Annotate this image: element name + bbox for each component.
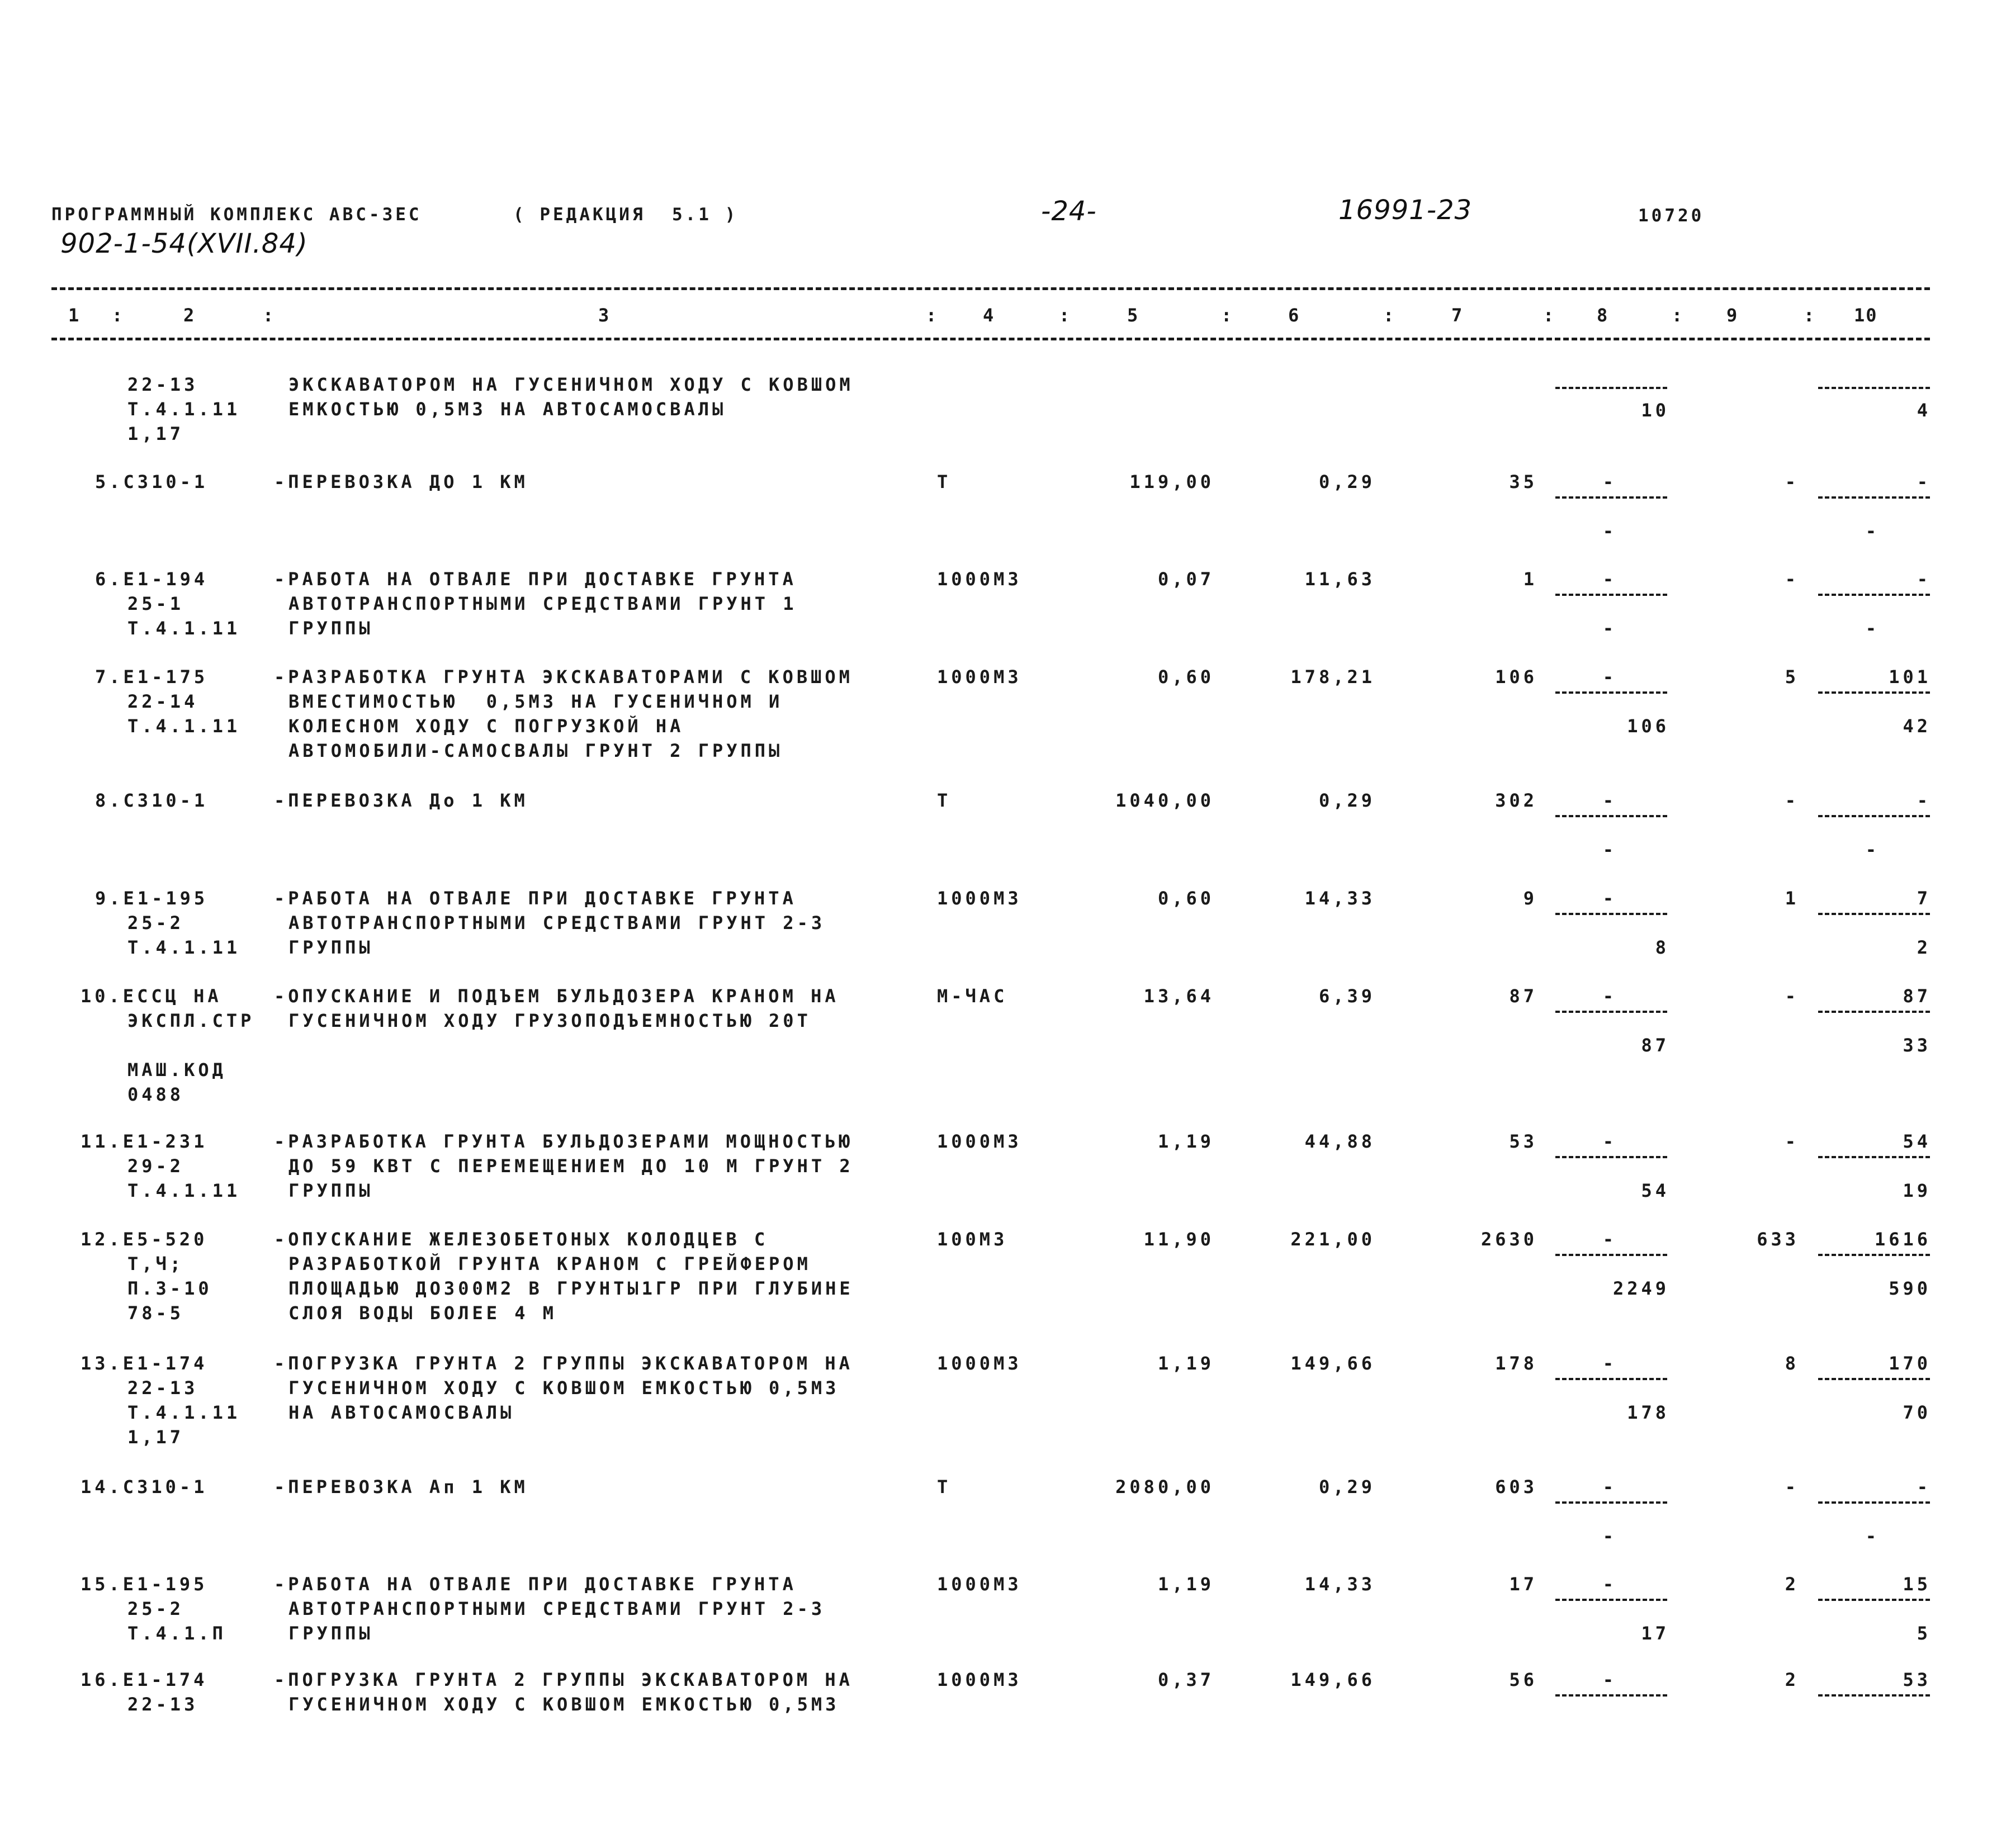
document-number: 16991-23 xyxy=(1338,195,1473,226)
row-c8-top: - xyxy=(1602,1476,1617,1498)
row-c10-bottom: - xyxy=(1865,618,1880,639)
col-sep: : xyxy=(1059,305,1071,326)
row-code: 12.Е5-520 xyxy=(81,1229,208,1250)
row-unit: 1000МЗ xyxy=(937,888,1022,909)
col-sep: : xyxy=(112,305,124,326)
row-code: 13.Е1-174 xyxy=(81,1353,208,1374)
row-code: 14.С310-1 xyxy=(81,1476,208,1498)
row-description: -ПЕРЕВОЗКА Ап 1 КМ xyxy=(274,1476,528,1498)
row-code: 10.ЕССЦ НА xyxy=(81,985,222,1007)
row-code: ЭКСПЛ.СТР xyxy=(127,1010,255,1031)
row-code: П.3-10 xyxy=(127,1278,212,1299)
row-c9: 1 xyxy=(1785,888,1799,909)
row-quantity: 1,19 xyxy=(1157,1131,1214,1152)
row-c10-divider xyxy=(1818,1156,1930,1158)
row-c8-bottom: 106 xyxy=(1627,715,1669,737)
row-c8-top: - xyxy=(1602,1353,1617,1374)
row-code: Т.4.1.11 xyxy=(127,1402,241,1423)
row-c9: 5 xyxy=(1785,666,1799,688)
row-quantity: 2080,00 xyxy=(1115,1476,1214,1498)
continuation-code: 1,17 xyxy=(127,423,184,444)
row-total: 603 xyxy=(1495,1476,1537,1498)
row-description: РАЗРАБОТКОЙ ГРУНТА КРАНОМ С ГРЕЙФЕРОМ xyxy=(288,1253,811,1274)
row-c10-bottom: 5 xyxy=(1917,1623,1931,1644)
row-c8-divider xyxy=(1555,815,1667,817)
row-code: 5.С310-1 xyxy=(95,471,209,492)
row-c9: 2 xyxy=(1785,1574,1799,1595)
row-c8-divider xyxy=(1555,496,1667,499)
row-description: -ПОГРУЗКА ГРУНТА 2 ГРУППЫ ЭКСКАВАТОРОМ НА xyxy=(274,1353,853,1374)
row-c8-divider xyxy=(1555,691,1667,694)
row-c10-divider xyxy=(1818,1254,1930,1256)
row-c10-bottom: 70 xyxy=(1903,1402,1931,1423)
row-c10-bottom: 19 xyxy=(1903,1180,1931,1201)
row-code: 78-5 xyxy=(127,1302,184,1324)
continuation-code: Т.4.1.11 xyxy=(127,399,241,420)
col-7: 7 xyxy=(1451,305,1464,326)
col-1: 1 xyxy=(68,305,81,326)
row-total: 2630 xyxy=(1480,1229,1537,1250)
row-c8-divider xyxy=(1555,1254,1667,1256)
row-description: -ПЕРЕВОЗКА До 1 КМ xyxy=(274,790,528,811)
row-description: НА АВТОСАМОСВАЛЫ xyxy=(288,1402,515,1423)
row-description: АВТОТРАНСПОРТНЫМИ СРЕДСТВАМИ ГРУНТ 2-3 xyxy=(288,912,826,934)
row-description: -РАБОТА НА ОТВАЛЕ ПРИ ДОСТАВКЕ ГРУНТА xyxy=(274,1574,797,1595)
row-description: ГУСЕНИЧНОМ ХОДУ С КОВШОМ ЕМКОСТЬЮ 0,5МЗ xyxy=(288,1377,840,1399)
row-code: 6.Е1-194 xyxy=(95,568,209,590)
row-code: Т,Ч; xyxy=(127,1253,184,1274)
table-top-rule xyxy=(51,287,1930,290)
row-c10-top: - xyxy=(1917,568,1931,590)
row-c8-top: - xyxy=(1602,568,1617,590)
row-c9: 633 xyxy=(1757,1229,1799,1250)
row-c10-divider xyxy=(1818,1011,1930,1013)
row-c10-divider xyxy=(1818,815,1930,817)
row-quantity: 11,90 xyxy=(1143,1229,1214,1250)
row-code: 11.Е1-231 xyxy=(81,1131,208,1152)
row-unit: Т xyxy=(937,790,952,811)
row-unit-price: 149,66 xyxy=(1290,1669,1375,1690)
table-header-rule xyxy=(51,338,1930,340)
row-c8-top: - xyxy=(1602,888,1617,909)
row-description: СЛОЯ ВОДЫ БОЛЕЕ 4 М xyxy=(288,1302,557,1324)
row-c10-top: - xyxy=(1917,471,1931,492)
col-sep: : xyxy=(1672,305,1684,326)
row-c10-top: 170 xyxy=(1889,1353,1931,1374)
row-c8-divider xyxy=(1555,1694,1667,1697)
row-c8-top: - xyxy=(1602,1574,1617,1595)
col-sep: : xyxy=(263,305,275,326)
row-total: 302 xyxy=(1495,790,1537,811)
row-description: ДО 59 КВТ С ПЕРЕМЕЩЕНИЕМ ДО 10 М ГРУНТ 2 xyxy=(288,1155,854,1177)
row-c9: - xyxy=(1785,1131,1799,1152)
row-unit-price: 0,29 xyxy=(1318,471,1375,492)
row-c10-bottom: 33 xyxy=(1903,1035,1931,1056)
row-c8-top: - xyxy=(1602,1131,1617,1152)
row-c10-top: - xyxy=(1917,790,1931,811)
edition-label: ( РЕДАКЦИЯ 5.1 ) xyxy=(513,205,739,225)
row-description: -РАБОТА НА ОТВАЛЕ ПРИ ДОСТАВКЕ ГРУНТА xyxy=(274,568,797,590)
row-c10-divider xyxy=(1818,594,1930,596)
row-c8-divider xyxy=(1555,1501,1667,1504)
row-code: 7.Е1-175 xyxy=(95,666,209,688)
row-c10-top: - xyxy=(1917,1476,1931,1498)
row-c8-bottom: 2249 xyxy=(1612,1278,1669,1299)
row-code: Т.4.1.11 xyxy=(127,1180,241,1201)
row-c8-top: - xyxy=(1602,471,1617,492)
row-c10-divider xyxy=(1818,913,1930,915)
col-10: 10 xyxy=(1854,305,1878,326)
row-total: 17 xyxy=(1509,1574,1537,1595)
row-c8-bottom: - xyxy=(1602,618,1617,639)
row-total: 9 xyxy=(1523,888,1537,909)
row-c8-bottom: 178 xyxy=(1627,1402,1669,1423)
row-unit-price: 11,63 xyxy=(1304,568,1375,590)
row-quantity: 0,37 xyxy=(1157,1669,1214,1690)
row-c10-divider xyxy=(1818,1694,1930,1697)
row-c10-divider xyxy=(1818,691,1930,694)
row-description: ГРУППЫ xyxy=(288,1623,373,1644)
row-c9: - xyxy=(1785,985,1799,1007)
row-description: -РАЗРАБОТКА ГРУНТА ЭКСКАВАТОРАМИ С КОВШОМ xyxy=(274,666,853,688)
row-description: -РАЗРАБОТКА ГРУНТА БУЛЬДОЗЕРАМИ МОЩНОСТЬЮ xyxy=(274,1131,853,1152)
row-c8-bottom: - xyxy=(1602,839,1617,860)
row-total: 53 xyxy=(1509,1131,1537,1152)
row-unit: 1000МЗ xyxy=(937,1353,1022,1374)
row-quantity: 1040,00 xyxy=(1115,790,1214,811)
row-code: 25-2 xyxy=(127,912,184,934)
row-unit-price: 0,29 xyxy=(1318,790,1375,811)
row-quantity: 1,19 xyxy=(1157,1574,1214,1595)
row-c8-top: - xyxy=(1602,985,1617,1007)
row-c8-bottom: 87 xyxy=(1641,1035,1669,1056)
row-c10-divider xyxy=(1818,1599,1930,1601)
row-c10-top: 1616 xyxy=(1874,1229,1931,1250)
document-code: 10720 xyxy=(1638,206,1705,226)
row-description: АВТОТРАНСПОРТНЫМИ СРЕДСТВАМИ ГРУНТ 2-3 xyxy=(288,1598,826,1619)
row-code: 22-13 xyxy=(127,1377,198,1399)
continuation-desc: ЭКСКАВАТОРОМ НА ГУСЕНИЧНОМ ХОДУ С КОВШОМ xyxy=(288,374,854,395)
row-c10-bottom: - xyxy=(1865,520,1880,542)
row-total: 87 xyxy=(1509,985,1537,1007)
row-c8-bottom: 8 xyxy=(1655,937,1669,958)
row-total: 178 xyxy=(1495,1353,1537,1374)
col-2: 2 xyxy=(183,305,196,326)
row-description: ВМЕСТИМОСТЬЮ 0,5МЗ НА ГУСЕНИЧНОМ И xyxy=(288,691,783,712)
row-c9: - xyxy=(1785,568,1799,590)
row-code: Т.4.1.11 xyxy=(127,618,241,639)
row-c9: 8 xyxy=(1785,1353,1799,1374)
row-description: ГРУППЫ xyxy=(288,1180,373,1201)
row-c8-divider xyxy=(1555,594,1667,596)
col-sep: : xyxy=(1804,305,1816,326)
row-description: -ПОГРУЗКА ГРУНТА 2 ГРУППЫ ЭКСКАВАТОРОМ НА xyxy=(274,1669,853,1690)
col-sep: : xyxy=(1383,305,1395,326)
row-code: 25-2 xyxy=(127,1598,184,1619)
row-unit: М-ЧАС xyxy=(937,985,1008,1007)
row-code: МАШ.КОД xyxy=(127,1059,226,1081)
row-unit: 1000МЗ xyxy=(937,1131,1022,1152)
row-unit: Т xyxy=(937,1476,952,1498)
row-c8-bottom: - xyxy=(1602,1525,1617,1547)
row-code: 0488 xyxy=(127,1084,184,1105)
row-c10-top: 54 xyxy=(1903,1131,1931,1152)
row-total: 56 xyxy=(1509,1669,1537,1690)
row-description: ГРУППЫ xyxy=(288,937,373,958)
col-4: 4 xyxy=(983,305,995,326)
row-quantity: 0,60 xyxy=(1157,888,1214,909)
row-c8-top: - xyxy=(1602,1669,1617,1690)
row-c10-bottom: 590 xyxy=(1889,1278,1931,1299)
c8-bottom: 10 xyxy=(1641,400,1669,421)
page-number: -24- xyxy=(1041,196,1097,227)
row-description: ПЛОЩАДЬЮ ДО300М2 В ГРУНТЫ1ГР ПРИ ГЛУБИНЕ xyxy=(288,1278,854,1299)
row-description: -ОПУСКАНИЕ И ПОДЪЕМ БУЛЬДОЗЕРА КРАНОМ НА xyxy=(274,985,839,1007)
continuation-code: 22-13 xyxy=(127,374,198,395)
col-sep: : xyxy=(1221,305,1233,326)
row-c10-bottom: - xyxy=(1865,1525,1880,1547)
row-c10-top: 53 xyxy=(1903,1669,1931,1690)
row-c10-top: 101 xyxy=(1889,666,1931,688)
row-unit-price: 0,29 xyxy=(1318,1476,1375,1498)
row-c9: - xyxy=(1785,471,1799,492)
row-code: Т.4.1.11 xyxy=(127,937,241,958)
row-c8-bottom: 17 xyxy=(1641,1623,1669,1644)
col-5: 5 xyxy=(1127,305,1139,326)
row-c9: - xyxy=(1785,790,1799,811)
continuation-desc: ЕМКОСТЬЮ 0,5МЗ НА АВТОСАМОСВАЛЫ xyxy=(288,399,727,420)
row-c8-divider xyxy=(1555,913,1667,915)
row-c8-divider xyxy=(1555,1599,1667,1601)
row-c10-bottom: - xyxy=(1865,839,1880,860)
program-title: ПРОГРАММНЫЙ КОМПЛЕКС АВС-ЗЕС xyxy=(51,205,422,225)
row-c10-top: 15 xyxy=(1903,1574,1931,1595)
row-c10-bottom: 2 xyxy=(1917,937,1931,958)
row-c10-bottom: 42 xyxy=(1903,715,1931,737)
row-c10-top: 7 xyxy=(1917,888,1931,909)
row-code: 16.Е1-174 xyxy=(81,1669,208,1690)
col-6: 6 xyxy=(1288,305,1300,326)
row-code: 9.Е1-195 xyxy=(95,888,209,909)
row-c9: 2 xyxy=(1785,1669,1799,1690)
row-quantity: 0,07 xyxy=(1157,568,1214,590)
row-c10-divider xyxy=(1818,1378,1930,1380)
row-total: 106 xyxy=(1495,666,1537,688)
row-description: ГУСЕНИЧНОМ ХОДУ С КОВШОМ ЕМКОСТЬЮ 0,5МЗ xyxy=(288,1694,840,1715)
row-code: Т.4.1.11 xyxy=(127,715,241,737)
row-description: КОЛЕСНОМ ХОДУ С ПОГРУЗКОЙ НА xyxy=(288,715,684,737)
row-quantity: 13,64 xyxy=(1143,985,1214,1007)
project-number: 902-1-54(XVII.84) xyxy=(60,228,308,259)
col-3: 3 xyxy=(598,305,611,326)
row-unit: 1000МЗ xyxy=(937,1669,1022,1690)
row-c8-top: - xyxy=(1602,790,1617,811)
row-unit: 1000МЗ xyxy=(937,568,1022,590)
row-unit-price: 44,88 xyxy=(1304,1131,1375,1152)
row-code: 29-2 xyxy=(127,1155,184,1177)
col-9: 9 xyxy=(1726,305,1739,326)
row-c9: - xyxy=(1785,1476,1799,1498)
row-unit: Т xyxy=(937,471,952,492)
row-description: ГРУППЫ xyxy=(288,618,373,639)
row-unit-price: 149,66 xyxy=(1290,1353,1375,1374)
row-code: 1,17 xyxy=(127,1427,184,1448)
row-code: 22-14 xyxy=(127,691,198,712)
row-description: ГУСЕНИЧНОМ ХОДУ ГРУЗОПОДЪЕМНОСТЬЮ 20Т xyxy=(288,1010,811,1031)
row-c8-top: - xyxy=(1602,1229,1617,1250)
row-quantity: 1,19 xyxy=(1157,1353,1214,1374)
row-code: 25-1 xyxy=(127,593,184,614)
row-unit: 1000МЗ xyxy=(937,1574,1022,1595)
row-unit-price: 6,39 xyxy=(1318,985,1375,1007)
c8-divider xyxy=(1555,387,1667,389)
row-c8-divider xyxy=(1555,1378,1667,1380)
row-unit-price: 178,21 xyxy=(1290,666,1375,688)
row-total: 1 xyxy=(1523,568,1537,590)
row-c8-divider xyxy=(1555,1011,1667,1013)
row-description: -РАБОТА НА ОТВАЛЕ ПРИ ДОСТАВКЕ ГРУНТА xyxy=(274,888,797,909)
row-description: АВТОМОБИЛИ-САМОСВАЛЫ ГРУНТ 2 ГРУППЫ xyxy=(288,740,783,761)
col-sep: : xyxy=(1543,305,1555,326)
row-description: -ОПУСКАНИЕ ЖЕЛЕЗОБЕТОНЫХ КОЛОДЦЕВ С xyxy=(274,1229,769,1250)
col-sep: : xyxy=(926,305,938,326)
row-quantity: 119,00 xyxy=(1129,471,1214,492)
row-unit-price: 14,33 xyxy=(1304,888,1375,909)
row-code: 22-13 xyxy=(127,1694,198,1715)
row-c8-bottom: - xyxy=(1602,520,1617,542)
row-unit-price: 14,33 xyxy=(1304,1574,1375,1595)
row-description: АВТОТРАНСПОРТНЫМИ СРЕДСТВАМИ ГРУНТ 1 xyxy=(288,593,797,614)
row-total: 35 xyxy=(1509,471,1537,492)
c10-divider xyxy=(1818,387,1930,389)
row-unit-price: 221,00 xyxy=(1290,1229,1375,1250)
row-c10-divider xyxy=(1818,1501,1930,1504)
row-code: Т.4.1.П xyxy=(127,1623,226,1644)
row-c8-top: - xyxy=(1602,666,1617,688)
row-c8-divider xyxy=(1555,1156,1667,1158)
row-code: 15.Е1-195 xyxy=(81,1574,208,1595)
row-description: -ПЕРЕВОЗКА ДО 1 КМ xyxy=(274,471,528,492)
row-code: 8.С310-1 xyxy=(95,790,209,811)
row-unit: 1000МЗ xyxy=(937,666,1022,688)
row-unit: 100МЗ xyxy=(937,1229,1008,1250)
row-c8-bottom: 54 xyxy=(1641,1180,1669,1201)
col-8: 8 xyxy=(1597,305,1609,326)
row-c10-divider xyxy=(1818,496,1930,499)
row-c10-top: 87 xyxy=(1903,985,1931,1007)
row-quantity: 0,60 xyxy=(1157,666,1214,688)
c10-bottom: 4 xyxy=(1917,400,1931,421)
